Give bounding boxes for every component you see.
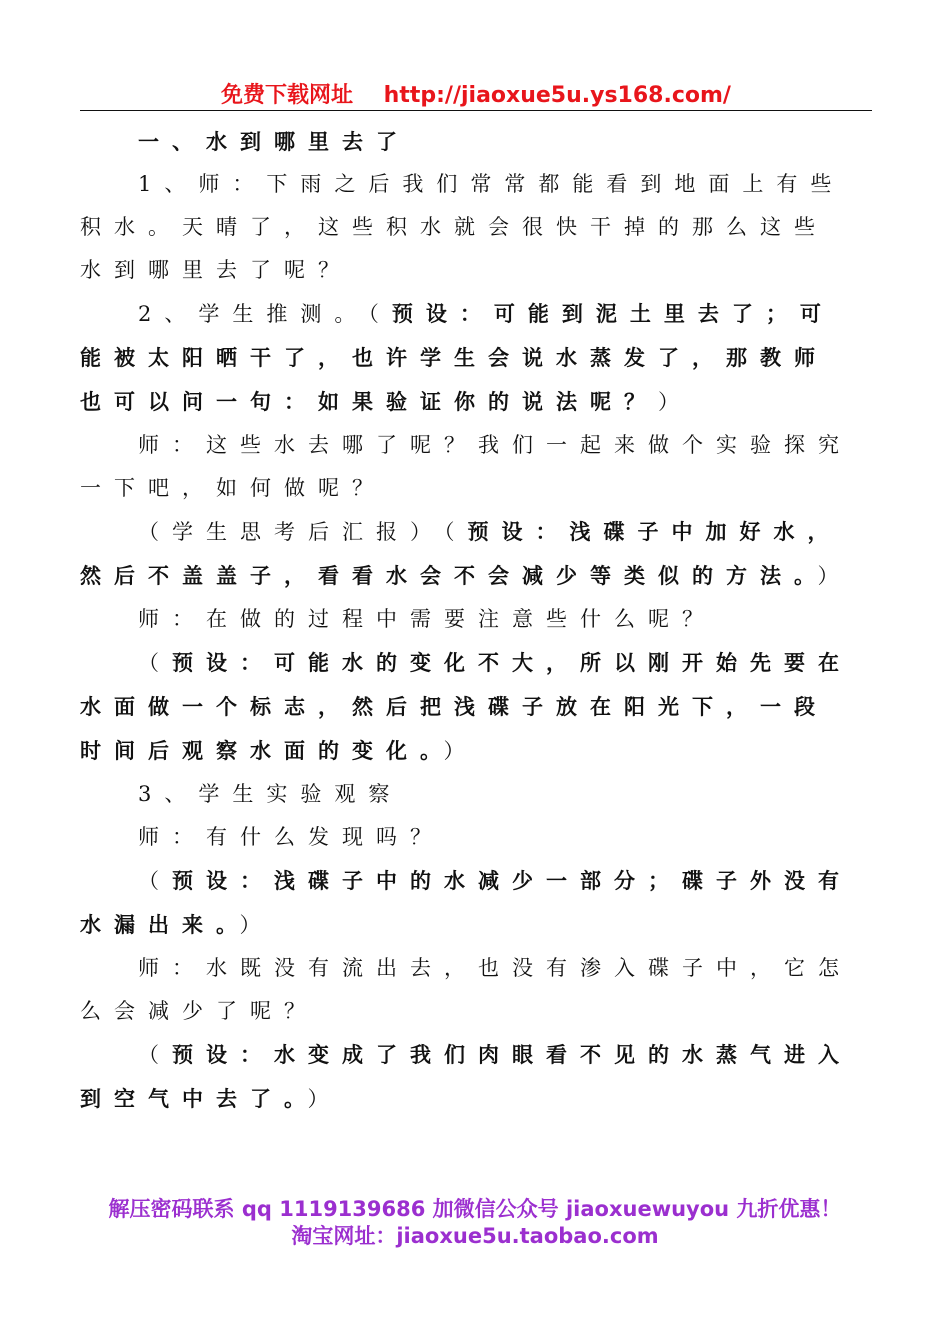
- paragraph-4-preset: 预设：浅碟子中加好水，然后不盖盖子，看看水会不会减少等类似的方法。: [80, 519, 842, 588]
- paragraph-4-tail: ）: [817, 564, 852, 588]
- paragraph-11-tail: ）: [307, 1087, 342, 1111]
- paragraph-2: [80, 292, 856, 424]
- paragraph-6-preset: 预设：可能水的变化不大，所以刚开始先要在水面做一个标志，然后把浅碟子放在阳光下，一段时间后观察水面的变化。: [80, 650, 852, 763]
- section-title: 一、水到哪里去了: [138, 129, 410, 154]
- header-label: 免费下载网址: [221, 83, 354, 108]
- paragraph-4: [80, 510, 856, 598]
- paragraph-2-tail: ）: [658, 390, 692, 414]
- footer-contact: [0, 1196, 950, 1250]
- paragraph-2-preset: 预设：可能到泥土里去了；可能被太阳晒干了，也许学生会说水蒸发了，那教师也可以问一句：如果验证你的说法呢？: [80, 301, 834, 414]
- paragraph-9: [80, 859, 856, 947]
- paragraph-6: [80, 641, 856, 773]
- paragraph-9-lead: （: [138, 869, 172, 893]
- paragraph-8: 师：有什么发现吗？: [138, 825, 444, 849]
- paragraph-3: 师：这些水去哪了呢？我们一起来做个实验探究一下吧，如何做呢？: [80, 433, 852, 500]
- footer-line-1: 解压密码联系 qq 1119139686 加微信公众号 jiaoxuewuyou 九折优惠！: [108, 1197, 842, 1221]
- paragraph-11: [80, 1033, 856, 1121]
- header-url-link[interactable]: http://jiaoxue5u.ys168.com/: [383, 83, 731, 108]
- document-body: [80, 120, 856, 1121]
- paragraph-11-preset: 预设：水变成了我们肉眼看不见的水蒸气进入到空气中去了。: [80, 1042, 852, 1111]
- paragraph-10: 师：水既没有流出去，也没有渗入碟子中，它怎么会减少了呢？: [80, 956, 852, 1023]
- header-divider: [80, 110, 872, 111]
- paragraph-6-lead: （: [138, 651, 172, 675]
- paragraph-4-lead: （学生思考后汇报）（: [138, 520, 468, 544]
- paragraph-9-tail: ）: [239, 913, 274, 937]
- footer-line-2[interactable]: 淘宝网址：jiaoxue5u.taobao.com: [291, 1224, 659, 1248]
- paragraph-7: 3、学生实验观察: [138, 782, 403, 806]
- paragraph-5: 师：在做的过程中需要注意些什么呢？: [138, 607, 716, 631]
- paragraph-1: 1、师：下雨之后我们常常都能看到地面上有些积水。天晴了，这些积水就会很快干掉的那么这些水到哪里去了呢？: [80, 172, 845, 282]
- download-url-header: [80, 78, 872, 109]
- paragraph-2-lead: 2、学生推测。（: [138, 302, 392, 326]
- paragraph-9-preset: 预设：浅碟子中的水减少一部分；碟子外没有水漏出来。: [80, 868, 852, 937]
- paragraph-6-tail: ）: [443, 739, 478, 763]
- paragraph-11-lead: （: [138, 1043, 172, 1067]
